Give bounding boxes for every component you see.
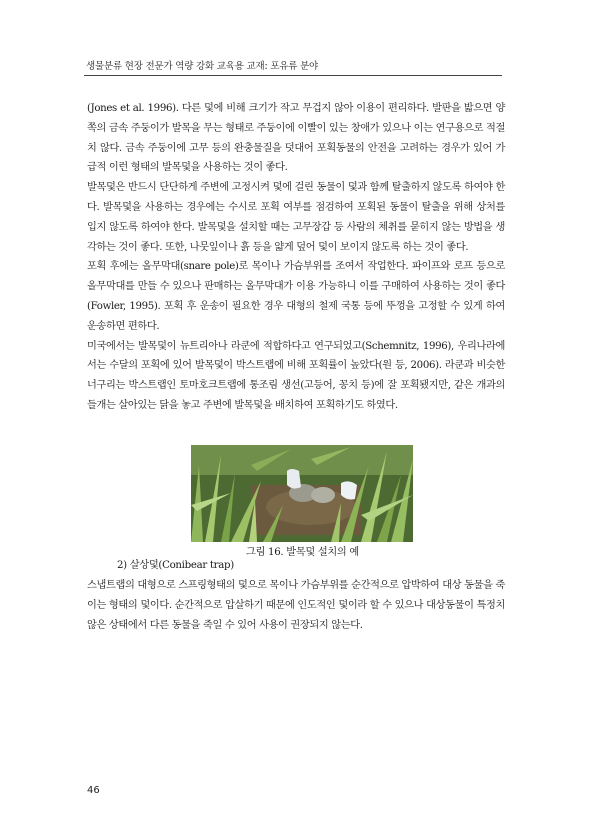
running-header: 생물분류 현장 전문가 역량 강화 교육용 교재: 포유류 분야 (86, 61, 319, 72)
section-body (87, 576, 505, 635)
paragraph: 발목덫은 반드시 단단하게 주변에 고정시켜 덫에 걸린 동물이 덫과 함께 탈출하지 않도록 하여야 한다. 발목덫을 사용하는 경우에는 수시로 포획 여부를 점검하여 포획된 동물이 탈출을 위해 상처를 입지 않도록 하여야 한다. 발목덫을 설치할 때는 고무장갑 등 사람의 체취를 묻히지 않는 방법을 생각하는 것이 좋다. 또한, 나뭇잎이나 흙 등을 얇게 덮어 덫이 보이지 않도록 하는 것이 좋다. (87, 182, 505, 253)
body-text (87, 99, 505, 416)
header-divider (84, 75, 502, 76)
photo-illustration (191, 445, 413, 542)
paragraph: 미국에서는 발목덫이 뉴트리아나 라쿤에 적합하다고 연구되었고(Schemnitz, 1996), 우리나라에서는 수달의 포획에 있어 발목덫이 박스트랩에 비해 포획률이 높았다(원 등, 2006). 라쿤과 비슷한 너구리는 박스트랩인 토마호크트랩에 통조림 생선(고등어, 꽁치 등)에 잘 포획됐지만, 같은 개과의 들개는 살아있는 닭을 놓고 주변에 발목덫을 배치하여 포획하기도 하였다. (87, 340, 505, 411)
page-number: 46 (87, 785, 100, 796)
section-heading: 2) 살상덫(Conibear trap) (117, 560, 234, 571)
paragraph: 스냅트랩의 대형으로 스프링형태의 덫으로 목이나 가슴부위를 순간적으로 압박하여 대상 동물을 죽이는 형태의 덫이다. 순간적으로 압살하기 때문에 인도적인 덫이라 할 수 있으나 대상동물이 특정치 않은 상태에서 다른 동물을 죽일 수 있어 사용이 권장되지 않는다. (87, 580, 506, 631)
paragraph: 포획 후에는 올무막대(snare pole)로 목이나 가슴부위를 조여서 작업한다. 파이프와 로프 등으로 올무막대를 만들 수 있으나 판매하는 올무막대가 이용 가능하니 이를 구매하여 사용하는 것이 좋다(Fowler, 1995). 포획 후 운송이 필요한 경우 대형의 철제 국통 등에 뚜껑을 고정할 수 있게 하여 운송하면 편하다. (87, 261, 505, 332)
figure-photo-leghold-trap (191, 445, 413, 542)
paragraph: (Jones et al. 1996). 다른 덫에 비해 크기가 작고 무겁지 않아 이용이 편리하다. 발판을 밟으면 양쪽의 금속 주둥이가 발목을 무는 형태로 주둥이에 이빨이 있는 창애가 있으나 이는 연구용으로 적절치 않다. 금속 주둥이에 고무 등의 완충물질을 덧대어 포획동물의 안전을 고려하는 경우가 있어 가급적 이런 형태의 발목덫을 사용하는 것이 좋다. (87, 103, 505, 174)
figure-caption: 그림 16. 발목덫 설치의 예 (246, 547, 359, 558)
